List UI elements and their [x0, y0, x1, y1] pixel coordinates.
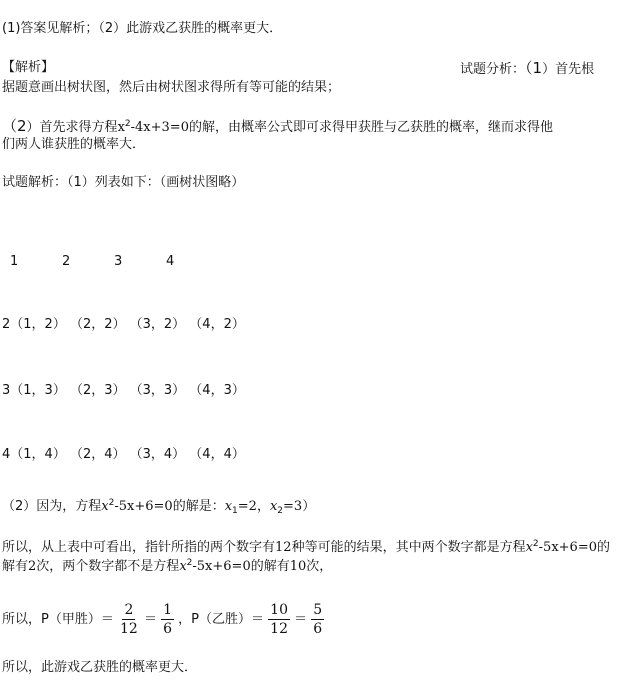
para1-exponent: 2 [532, 539, 539, 549]
para1-equation: -5x+6=0 [538, 540, 597, 555]
fraction-numerator: 10 [270, 602, 288, 618]
fraction-denominator: 12 [119, 621, 138, 637]
para1-text-c: 的 [596, 540, 610, 555]
part2-pre: （2）因为，方程 [2, 499, 102, 514]
probability-line [2, 600, 324, 640]
fraction-numerator: 2 [124, 602, 134, 618]
root-1-x: x [224, 499, 233, 514]
fraction-denominator: 6 [163, 621, 173, 637]
analysis-paren-2: （2 [2, 117, 27, 135]
para2-text-c: 的解有 [250, 559, 290, 574]
fraction-numerator: 5 [313, 602, 323, 618]
fraction-jia-1 [118, 601, 140, 638]
part2-solution [2, 499, 315, 515]
equals-sign: ＝ [294, 612, 308, 627]
para1-text-b: 种等可能的结果，其中两个数字都是方程 [291, 540, 526, 555]
fraction-numerator: 1 [163, 602, 173, 618]
para2-equation: -5x+6=0 [192, 559, 251, 574]
prob-jia-label: 所以，P（甲胜）＝ [2, 612, 114, 627]
conclusion-para-line-1 [2, 540, 610, 556]
table-row: 2（1，2） （2，2） （3，2） （4，2） [2, 317, 245, 332]
fraction-denominator: 6 [313, 621, 323, 637]
equation-exponent: 2 [124, 119, 131, 129]
analysis-summary-tail: ）首先根 [542, 62, 595, 77]
prob-yi-label: ，P（乙胜）＝ [178, 612, 265, 627]
root-2-value: =3） [283, 499, 316, 514]
para1-count: 12 [275, 540, 292, 555]
para2-exponent: 2 [186, 558, 193, 568]
analysis-label: 试题分析： [460, 62, 526, 77]
analysis-header: 【解析】 [2, 60, 55, 75]
para2-text-b: 次，两个数字都不是方程 [36, 559, 180, 574]
solution-intro: 试题解析：（1）列表如下：（画树状图略） [2, 175, 245, 190]
equation-x: x [117, 120, 125, 135]
table-column-2: 2 [62, 254, 71, 269]
part2-exponent: 2 [108, 498, 115, 508]
analysis-line-2: 据题意画出树状图，然后由树状图求得所有等可能的结果； [2, 80, 341, 95]
part2-mid: 的解是： [172, 499, 225, 514]
equals-sign: ＝ [143, 612, 157, 627]
para1-x: x [525, 540, 533, 555]
analysis-part2-text-2: 的解，由概率公式即可求得甲获胜与乙获胜的概率，继而求得他 [188, 120, 553, 135]
table-row: 3（1，3） （2，3） （3，3） （4，3） [2, 383, 245, 398]
part2-equation: -5x+6=0 [114, 499, 173, 514]
analysis-part2 [2, 118, 553, 136]
final-conclusion: 所以，此游戏乙获胜的概率更大． [2, 660, 198, 675]
fraction-yi-1 [268, 601, 290, 638]
answer-line: (1)答案见解析；（2）此游戏乙获胜的概率更大． [2, 21, 283, 36]
equation-rest: -4x+3=0 [130, 120, 189, 135]
analysis-part2-line-2: 们两人谁获胜的概率大． [2, 137, 146, 152]
para2-text-d: 次， [306, 559, 333, 574]
root-2-sub: 2 [277, 506, 284, 516]
table-column-3: 3 [114, 254, 123, 269]
part2-x: x [101, 499, 109, 514]
para2-x: x [179, 559, 187, 574]
analysis-paren-1: （1 [525, 59, 543, 77]
conclusion-para-line-2 [2, 559, 332, 575]
para2-count-2: 10 [289, 559, 307, 574]
analysis-part2-text: ）首先求得方程 [26, 120, 118, 135]
root-2-x: x [269, 499, 278, 514]
para2-count-1: 2 [28, 559, 37, 574]
fraction-denominator: 12 [270, 621, 288, 637]
analysis-summary-head [460, 60, 594, 78]
table-row: 4（1，4） （2，4） （3，4） （4，4） [2, 447, 245, 462]
table-column-4: 4 [166, 254, 175, 269]
para1-text-a: 所以，从上表中可看出，指针所指的两个数字有 [2, 540, 276, 555]
table-column-1: 1 [10, 254, 19, 269]
root-1-sub: 1 [232, 506, 238, 516]
fraction-yi-2 [311, 601, 324, 638]
para2-text-a: 解有 [2, 559, 29, 574]
fraction-jia-2 [161, 601, 174, 638]
root-1-value: =2， [237, 499, 270, 514]
